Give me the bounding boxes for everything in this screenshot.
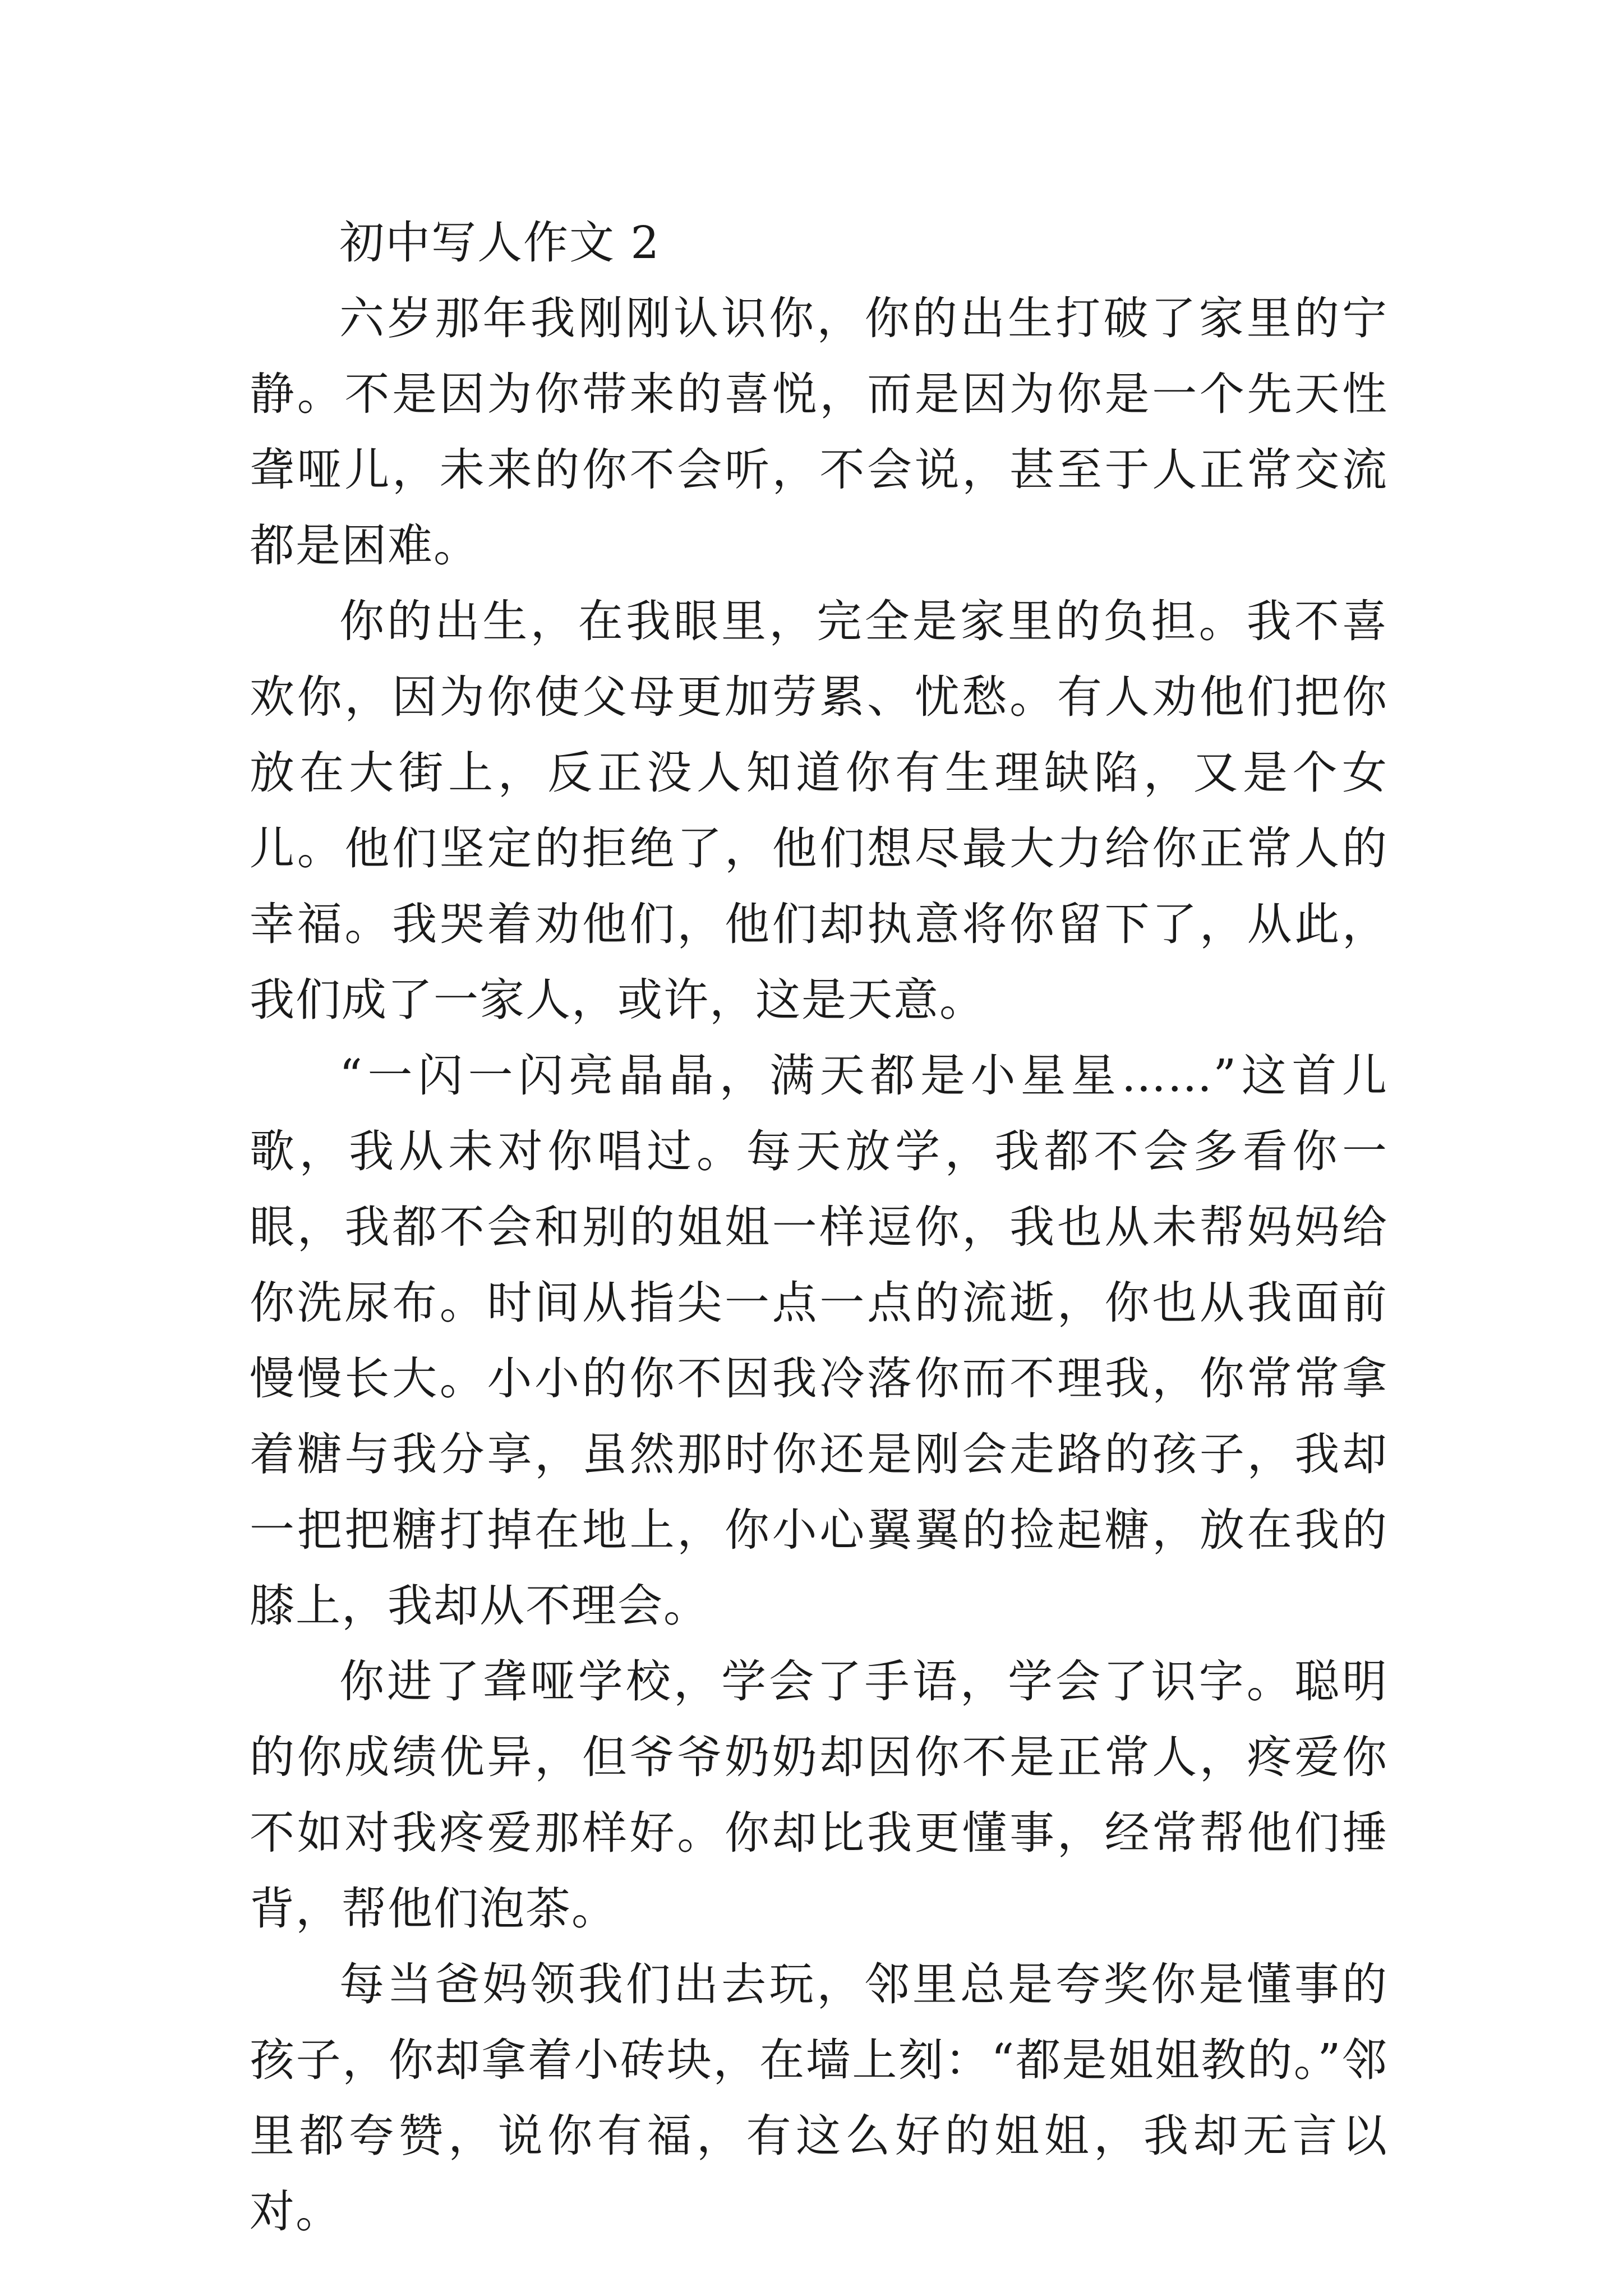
paragraph-5: 每当爸妈领我们出去玩，邻里总是夸奖你是懂事的孩子，你却拿着小砖块，在墙上刻：“都是姐姐教的。”邻里都夸赞，说你有福，有这么好的姐姐，我却无言以对。: [250, 1958, 1388, 2238]
paragraph-4: 你进了聋哑学校，学会了手语，学会了识字。聪明的你成绩优异，但爷爷奶奶却因你不是正常人，疼爱你不如对我疼爱那样好。你却比我更懂事，经常帮他们捶背，帮他们泡茶。: [250, 1655, 1388, 1935]
paragraph-3: “一闪一闪亮晶晶，满天都是小星星……”这首儿歌，我从未对你唱过。每天放学，我都不会多看你一眼，我都不会和别的姐姐一样逗你，我也从未帮妈妈给你洗尿布。时间从指尖一点一点的流逝，你也从我面前慢慢长大。小小的你不因我冷落你而不理我，你常常拿着糖与我分享，虽然那时你还是刚会走路的孩子，我却一把把糖打掉在地上，你小心翼翼的捡起糖，放在我的膝上，我却从不理会。: [250, 1050, 1388, 1632]
document-body: [250, 205, 1388, 2249]
document-title: 初中写人作文 2: [339, 217, 661, 269]
paragraph-2: 你的出生，在我眼里，完全是家里的负担。我不喜欢你，因为你使父母更加劳累、忧愁。有人劝他们把你放在大街上，反正没人知道你有生理缺陷，又是个女儿。他们坚定的拒绝了，他们想尽最大力给你正常人的幸福。我哭着劝他们，他们却执意将你留下了，从此，我们成了一家人，或许，这是天意。: [250, 595, 1388, 1026]
paragraph-1: 六岁那年我刚刚认识你，你的出生打破了家里的宁静。不是因为你带来的喜悦，而是因为你是一个先天性聋哑儿，未来的你不会听，不会说，甚至于人正常交流都是困难。: [250, 292, 1388, 572]
